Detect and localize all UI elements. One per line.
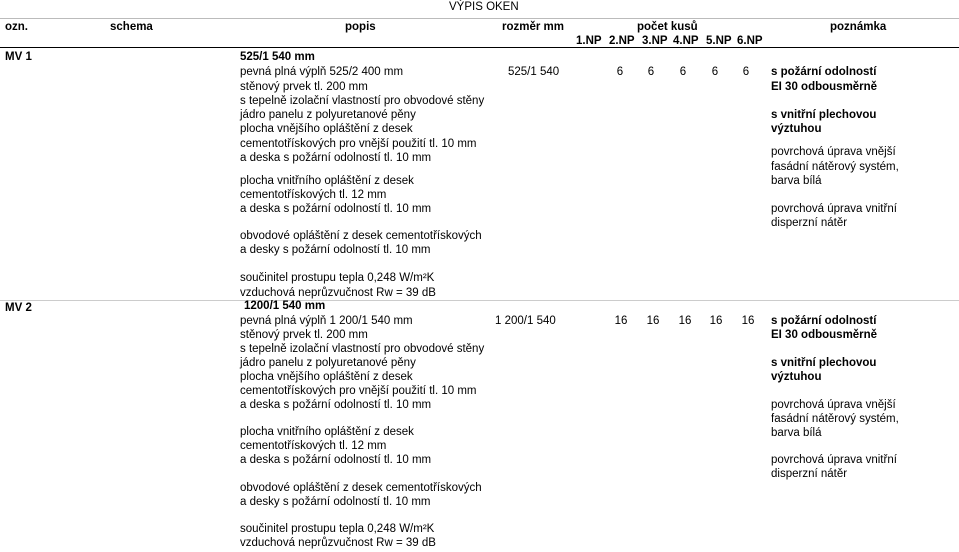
row2-popis-line: plocha vnitřního opláštění z desek	[240, 426, 414, 438]
header-schema: schema	[110, 21, 153, 33]
row2-popis-line: a deska s požární odolností tl. 10 mm	[240, 454, 432, 466]
row-divider	[0, 300, 959, 301]
row2-popis-footer: vzduchová neprůzvučnost Rw = 39 dB	[240, 537, 436, 549]
row1-popis-line: s tepelně izolační vlastností pro obvodové stěny	[240, 95, 485, 107]
row2-popis-line: cementotřískových pro vnější použití tl. 10 mm	[240, 385, 477, 397]
row2-popis-line: plocha vnějšího opláštění z desek	[240, 371, 413, 383]
row2-popis-line: a desky s požární odolností tl. 10 mm	[240, 496, 431, 508]
header-poznamka: poznámka	[830, 21, 887, 33]
row2-popis-footer: součinitel prostupu tepla 0,248 W/m²K	[240, 523, 435, 535]
row1-popis-line: cementotřískových pro vnější použití tl. 10 mm	[240, 138, 477, 150]
row2-count-1np: 16	[614, 315, 628, 327]
row2-popis-title: 1200/1 540 mm	[244, 300, 326, 312]
header-floor-6: 6.NP	[737, 35, 763, 47]
row1-popis-line: obvodové opláštění z desek cementotřískových	[240, 230, 482, 242]
row2-popis-line: s tepelně izolační vlastností pro obvodové stěny	[240, 343, 485, 355]
header-floor-3: 3.NP	[642, 35, 668, 47]
row1-popis-line: plocha vnějšího opláštění z desek	[240, 123, 413, 135]
row1-popis-line: a deska s požární odolností tl. 10 mm	[240, 203, 432, 215]
page-title: VÝPIS OKEN	[449, 1, 519, 13]
row1-popis-title: 525/1 540 mm	[240, 51, 315, 63]
row2-note-reinforcement: výztuhou	[771, 371, 822, 383]
row1-note-exterior: barva bílá	[771, 175, 822, 187]
row1-rozmer: 525/1 540	[508, 66, 560, 78]
row2-note-exterior: barva bílá	[771, 427, 822, 439]
header-divider-top	[0, 18, 959, 19]
row2-rozmer: 1 200/1 540	[495, 315, 556, 327]
row1-note-interior: povrchová úprava vnitřní	[771, 203, 897, 215]
row2-note-reinforcement: s vnitřní plechovou	[771, 357, 877, 369]
row1-popis-footer: vzduchová neprůzvučnost Rw = 39 dB	[240, 287, 436, 299]
row2-count-2np: 16	[646, 315, 660, 327]
header-divider	[0, 47, 959, 48]
row1-count-1np: 6	[616, 66, 624, 78]
row1-popis-line: pevná plná výplň 525/2 400 mm	[240, 66, 404, 78]
row1-note-fire: EI 30 odbousměrně	[771, 81, 878, 93]
row1-popis-line: cementotřískových tl. 12 mm	[240, 189, 387, 201]
row2-note-exterior: fasádní nátěrový systém,	[771, 413, 899, 425]
row2-popis-line: obvodové opláštění z desek cementotřískových	[240, 482, 482, 494]
header-floor-4: 4.NP	[673, 35, 699, 47]
row1-count-5np: 6	[742, 66, 750, 78]
row1-note-exterior: povrchová úprava vnější	[771, 146, 896, 158]
row1-popis-footer: součinitel prostupu tepla 0,248 W/m²K	[240, 272, 435, 284]
row2-popis-line: a deska s požární odolností tl. 10 mm	[240, 399, 432, 411]
header-pocet: počet kusů	[637, 21, 698, 33]
row1-note-exterior: fasádní nátěrový systém,	[771, 161, 899, 173]
row1-note-reinforcement: výztuhou	[771, 123, 822, 135]
row1-note-fire: s požární odolností	[771, 66, 877, 78]
row2-popis-line: jádro panelu z polyuretanové pěny	[240, 357, 416, 369]
row1-popis-line: a desky s požární odolností tl. 10 mm	[240, 244, 431, 256]
row1-popis-line: jádro panelu z polyuretanové pěny	[240, 109, 416, 121]
row1-note-reinforcement: s vnitřní plechovou	[771, 109, 877, 121]
header-floor-1: 1.NP	[576, 35, 602, 47]
row2-popis-line: pevná plná výplň 1 200/1 540 mm	[240, 315, 413, 327]
row1-popis-line: stěnový prvek tl. 200 mm	[240, 81, 368, 93]
row2-count-5np: 16	[741, 315, 755, 327]
row2-popis-line: cementotřískových tl. 12 mm	[240, 440, 387, 452]
row1-count-2np: 6	[647, 66, 655, 78]
row1-ozn: MV 1	[5, 51, 32, 63]
row2-note-fire: s požární odolností	[771, 315, 877, 327]
row1-count-4np: 6	[711, 66, 719, 78]
row1-popis-line: a deska s požární odolností tl. 10 mm	[240, 152, 432, 164]
row1-note-interior: disperzní nátěr	[771, 217, 848, 229]
header-rozmer: rozměr mm	[502, 21, 564, 33]
row2-note-interior: povrchová úprava vnitřní	[771, 454, 897, 466]
row1-popis-line: plocha vnitřního opláštění z desek	[240, 175, 414, 187]
row2-count-3np: 16	[678, 315, 692, 327]
row1-count-3np: 6	[679, 66, 687, 78]
row2-popis-line: stěnový prvek tl. 200 mm	[240, 329, 368, 341]
header-ozn: ozn.	[5, 21, 28, 33]
row2-note-fire: EI 30 odbousměrně	[771, 329, 878, 341]
header-floor-2: 2.NP	[609, 35, 635, 47]
row2-note-interior: disperzní nátěr	[771, 468, 848, 480]
row2-ozn: MV 2	[5, 302, 32, 314]
row2-count-4np: 16	[709, 315, 723, 327]
header-popis: popis	[345, 21, 376, 33]
header-floor-5: 5.NP	[706, 35, 732, 47]
row2-note-exterior: povrchová úprava vnější	[771, 399, 896, 411]
